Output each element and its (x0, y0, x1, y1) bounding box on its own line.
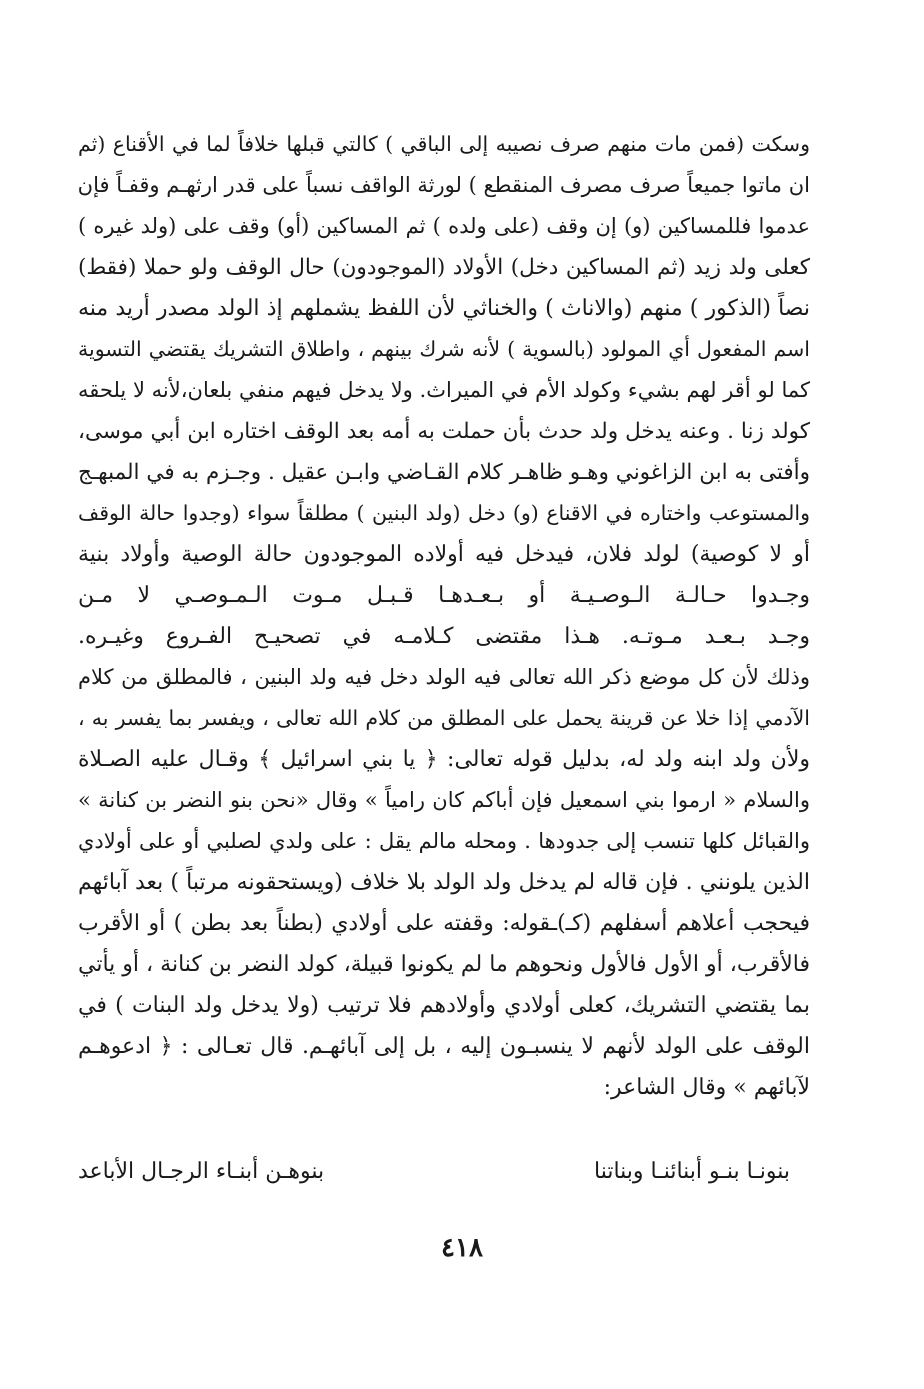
text-line: كما لو أقر لهم بشيء وكولد الأم في الميراث. ولا يدخل فيهم منفي بلعان،لأنه لا يلحقه (78, 378, 810, 402)
text-line: عدموا فللمساكين (و) إن وقف (على ولده ) ثم المساكين (أو) وقف على (ولد غيره ) (78, 214, 810, 238)
poetry-verse (78, 1152, 790, 1192)
text-line: كولد زنا . وعنه يدخل ولد حدث بأن حملت به أمه بعد الوقف اختاره ابن أبي موسى، (78, 419, 810, 444)
text-line: والسلام « ارموا بني اسمعيل فإن أباكم كان رامياً » وقال «نحن بنو النضر بن كنانة » (78, 788, 810, 812)
text-line: كعلى ولد زيد (ثم المساكين دخل) الأولاد (الموجودون) حال الوقف ولو حملا (فقط) (78, 255, 810, 280)
text-line: والقبائل كلها تنسب إلى جدودها . ومحله مالم يقل : على ولدي لصلبي أو على أولادي (78, 829, 810, 853)
text-line: وجـد بـعـد مـوتـه. هـذا مقتضى كـلامـه في تصحيـح الفـروع وغيـره. (78, 624, 810, 649)
text-line: وجـدوا حـالـة الـوصـيـة أو بـعـدهـا قـبـل مـوت الـمـوصـي لا مـن (78, 583, 810, 608)
text-line: وأفتى به ابن الزاغوني وهـو ظاهـر كلام القـاضي وابـن عقيل . وجـزم به في المبهـج (78, 460, 810, 485)
text-line: بما يقتضي التشريك، كعلى أولادي وأولادهم فلا ترتيب (ولا يدخل ولد البنات ) في (78, 993, 810, 1018)
text-line: أو لا كوصية) لولد فلان، فيدخل فيه أولاده الموجودون حالة الوصية وأولاد بنية (78, 542, 810, 567)
text-line: وسكت (فمن مات منهم صرف نصيبه إلى الباقي ) كالتي قبلها خلافاً لما في الأقناع (ثم (78, 132, 810, 156)
text-line: لآبائهم » وقال الشاعر: (603, 1075, 810, 1100)
verse-first-hemistich: بنونـا بنـو أبنائنـا وبناتنا (594, 1159, 790, 1184)
body-text (78, 124, 810, 1108)
text-line: الآدمي إذا خلا عن قرينة يحمل على المطلق من كلام الله تعالى ، ويفسر بما يفسر به ، (78, 706, 810, 730)
text-line: ان ماتوا جميعاً صرف مصرف المنقطع ) لورثة الواقف نسباً على قدر ارثهـم وقفـاً فإن (78, 173, 810, 197)
text-line: وذلك لأن كل موضع ذكر الله تعالى فيه الولد دخل فيه ولد البنين ، فالمطلق من كلام (78, 665, 810, 689)
verse-second-hemistich: بنوهـن أبنـاء الرجـال الأباعد (78, 1159, 325, 1184)
text-line: اسم المفعول أي المولود (بالسوية ) لأنه شرك بينهم ، واطلاق التشريك يقتضي التسوية (78, 337, 810, 361)
text-line: الذين يلونني . فإن قاله لم يدخل ولد الولد بلا خلاف (ويستحقونه مرتباً ) بعد آبائهم (78, 870, 810, 895)
text-line: ولأن ولد ابنه ولد له، بدليل قوله تعالى: ﴿ يا بني اسرائيل ﴾ وقـال عليه الصـلاة (78, 747, 810, 772)
text-line: والمستوعب واختاره في الاقناع (و) دخل (ولد البنين ) مطلقاً سواء (وجدوا حالة الوقف (78, 501, 810, 525)
text-line: فالأقرب، أو الأول فالأول ونحوهم ما لم يكونوا قبيلة، كولد النضر بن كنانة ، أو يأتي (78, 952, 810, 977)
text-line: فيحجب أعلاهم أسفلهم (كـ)ـقوله: وقفته على أولادي (بطناً بعد بطن ) أو الأقرب (78, 911, 810, 936)
text-line: الوقف على الولد لأنهم لا ينسبـون إليه ، بل إلى آبائهـم. قال تعـالى : ﴿ ادعوهـم (78, 1034, 810, 1059)
text-line: نصاً (الذكور ) منهم (والاناث ) والخناثي لأن اللفظ يشملهم إذ الولد مصدر أريد منه (78, 296, 810, 321)
page-number: ٤١٨ (441, 1233, 483, 1263)
